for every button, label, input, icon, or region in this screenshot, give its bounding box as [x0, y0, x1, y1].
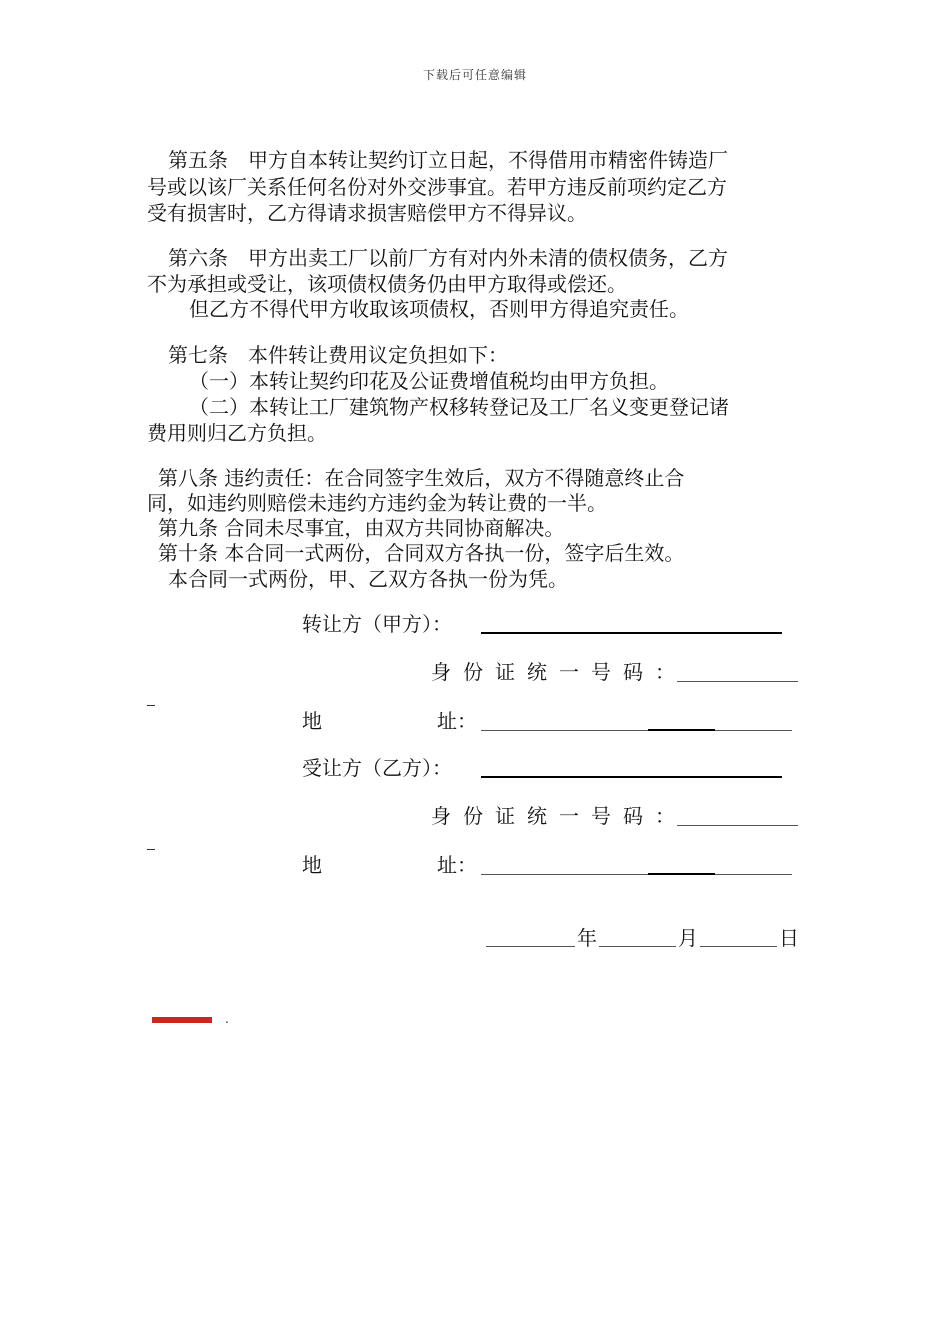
article-5-line-3: 受有损害时，乙方得请求损害赔偿甲方不得异议。	[147, 201, 587, 225]
party-a-name-blank[interactable]	[481, 632, 782, 634]
party-a-address-blank-segment	[648, 729, 715, 731]
article-5-line-2: 号或以该厂关系任何名份对外交涉事宜。若甲方违反前项约定乙方	[147, 175, 727, 199]
party-b-dash-mark	[147, 849, 155, 850]
party-b-name-blank[interactable]	[481, 776, 782, 778]
footer-red-bar	[152, 1017, 212, 1023]
date-month-blank[interactable]	[599, 946, 676, 947]
date-month-label: 月	[678, 926, 698, 950]
header-note: 下载后可任意编辑	[422, 68, 527, 82]
date-year-label: 年	[577, 926, 597, 950]
party-b-address-label-2: 址：	[437, 853, 477, 877]
article-7-line-4: 费用则归乙方负担。	[147, 421, 327, 445]
party-b-id-blank[interactable]	[677, 825, 798, 826]
party-a-address-blank[interactable]	[481, 730, 792, 731]
date-day-label: 日	[779, 926, 799, 950]
article-8-line-1: 第八条 违约责任：在合同签字生效后，双方不得随意终止合	[158, 466, 685, 490]
article-7-line-1: 第七条 本件转让费用议定负担如下：	[168, 343, 508, 367]
date-year-blank[interactable]	[486, 946, 575, 947]
party-b-id-label: 身份证统一号码：	[431, 804, 687, 828]
article-10: 第十条 本合同一式两份，合同双方各执一份，签字后生效。	[158, 541, 685, 565]
party-a-id-blank[interactable]	[677, 681, 798, 682]
article-7-line-2: （一）本转让契约印花及公证费增值税均由甲方负担。	[189, 369, 669, 393]
article-7-line-3: （二）本转让工厂建筑物产权移转登记及工厂名义变更登记诸	[189, 395, 729, 419]
party-b-address-blank[interactable]	[481, 874, 792, 875]
article-6-line-1: 第六条 甲方出卖工厂以前厂方有对内外未清的债权债务，乙方	[168, 246, 728, 270]
date-day-blank[interactable]	[700, 946, 777, 947]
article-6-line-3: 但乙方不得代甲方收取该项债权，否则甲方得追究责任。	[189, 297, 689, 321]
footer-dot: .	[225, 1012, 229, 1026]
article-5-line-1: 第五条 甲方自本转让契约订立日起，不得借用市精密件铸造厂	[168, 148, 728, 172]
party-a-dash-mark	[147, 705, 155, 706]
party-a-address-label-1: 地	[302, 709, 322, 733]
party-a-label: 转让方（甲方）：	[302, 612, 452, 636]
party-b-address-blank-segment	[648, 873, 715, 875]
party-b-label: 受让方（乙方）：	[302, 756, 452, 780]
article-8-line-2: 同，如违约则赔偿未违约方违约金为转让费的一半。	[147, 491, 607, 515]
party-a-address-label-2: 址：	[437, 709, 477, 733]
closing-statement: 本合同一式两份，甲、乙双方各执一份为凭。	[168, 567, 568, 591]
party-b-address-label-1: 地	[302, 853, 322, 877]
article-6-line-2: 不为承担或受让，该项债权债务仍由甲方取得或偿还。	[147, 272, 627, 296]
party-a-id-label: 身份证统一号码：	[431, 660, 687, 684]
article-9: 第九条 合同未尽事宜，由双方共同协商解决。	[158, 516, 565, 540]
